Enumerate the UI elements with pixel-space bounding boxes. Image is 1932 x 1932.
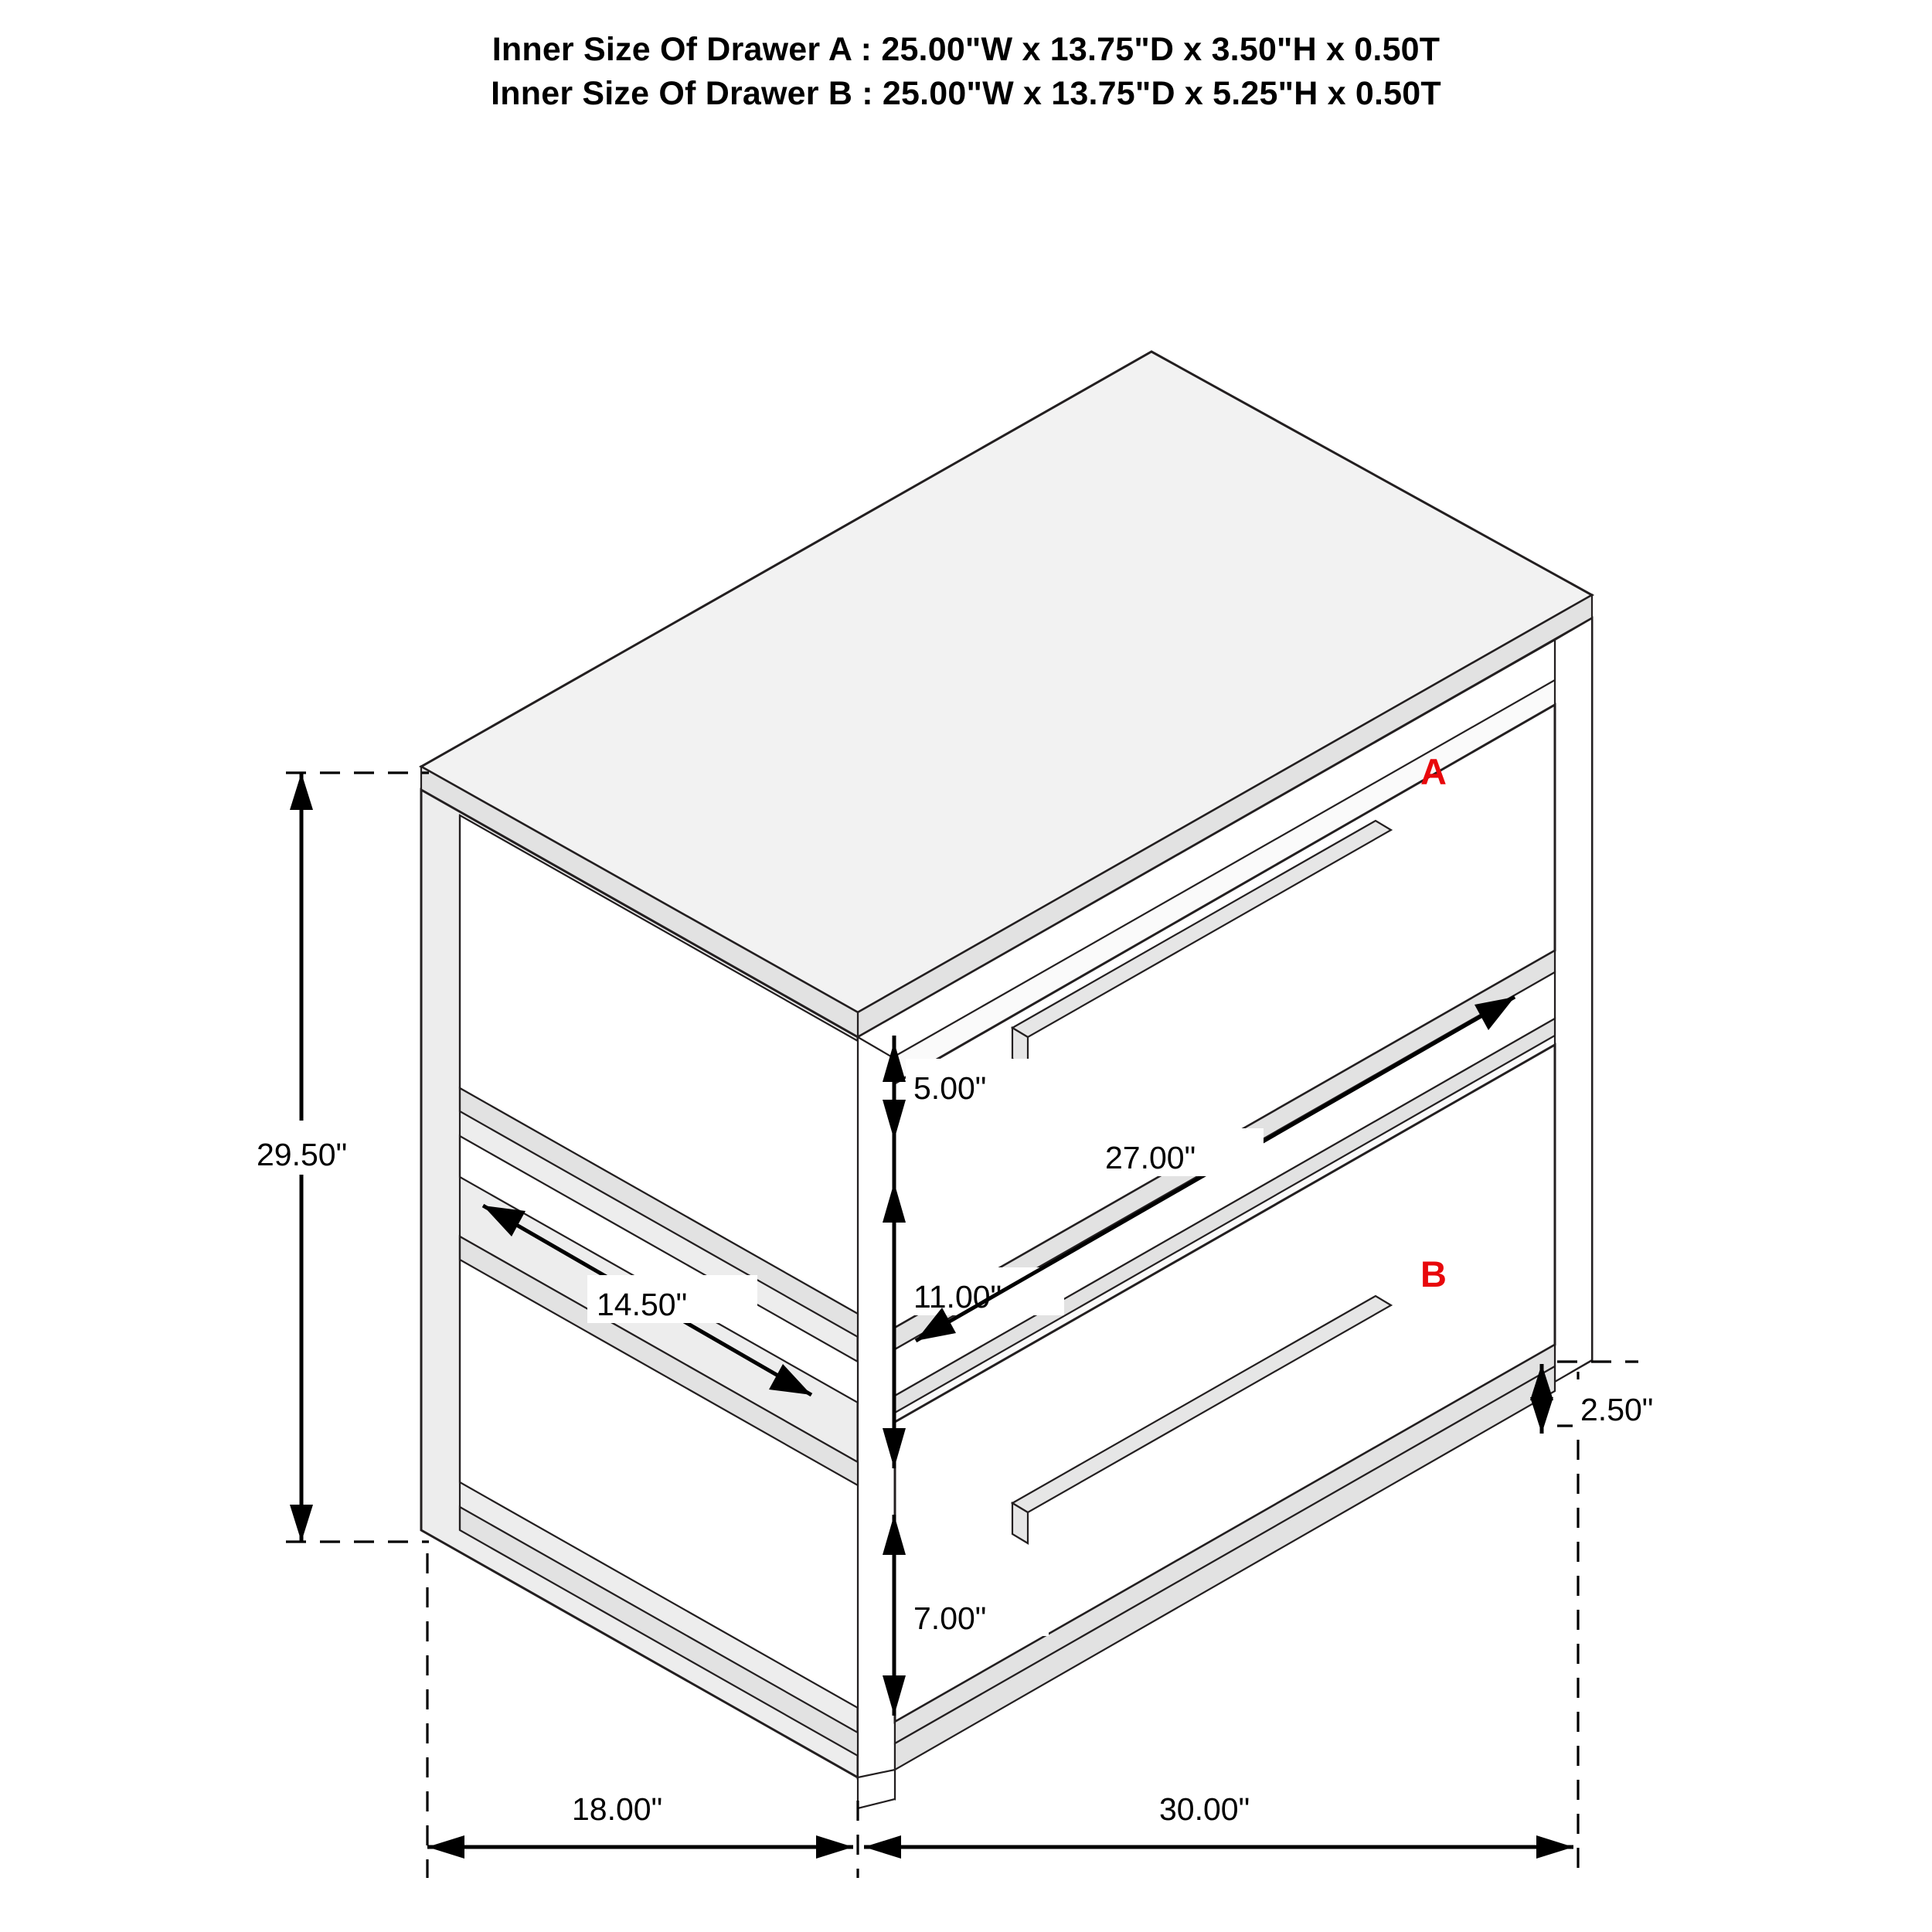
- base-height-label: 2.50": [1580, 1392, 1654, 1427]
- overall-height-label: 29.50": [257, 1137, 348, 1172]
- drawer-b-opening-label: 7.00": [913, 1600, 987, 1636]
- base-plinth-bottom: [858, 1770, 895, 1808]
- width-label: 30.00": [1159, 1791, 1250, 1827]
- lower-section-label: 11.00": [913, 1279, 1002, 1315]
- drawer-b-inner-size-note: Inner Size Of Drawer B : 25.00"W x 13.75"D x 5.25"H x 0.50T: [491, 74, 1441, 112]
- drawer-a-opening-label: 5.00": [913, 1070, 987, 1106]
- inner-width-label: 27.00": [1105, 1140, 1196, 1175]
- inner-depth-label: 14.50": [597, 1287, 688, 1322]
- drawer-a-inner-size-note: Inner Size Of Drawer A : 25.00"W x 13.75"D x 3.50"H x 0.50T: [492, 31, 1440, 68]
- drawer-b-label: B: [1420, 1253, 1447, 1294]
- depth-label: 18.00": [572, 1791, 663, 1827]
- dimension-overall-height: [247, 773, 429, 1542]
- drawer-a-label: A: [1420, 751, 1447, 792]
- front-stile-right: [1555, 618, 1592, 1382]
